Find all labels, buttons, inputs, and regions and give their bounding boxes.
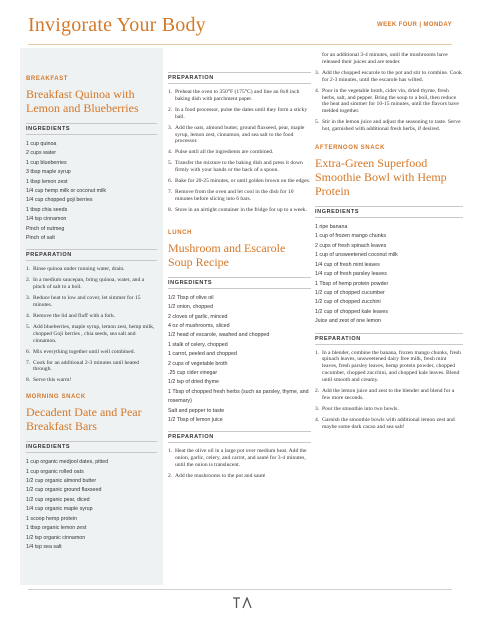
- step-item: 6. Mix everything together until well combined.: [26, 348, 135, 355]
- ingredient-item: 1/4 tsp cinnamon: [26, 216, 67, 223]
- ingredient-item: 1 cup of frozen mango chunks: [315, 233, 386, 240]
- preparation-heading: PREPARATION: [26, 249, 157, 261]
- ingredient-item: Pinch of salt: [26, 235, 55, 242]
- week-label: WEEK FOUR | MONDAY: [377, 22, 452, 28]
- header-divider: [28, 44, 452, 45]
- step-item: 3. Add the chopped escarole to the pot and stir to combine. Cook for 2-3 minutes, until the escarole has wilted.: [315, 69, 462, 83]
- ingredient-item: 1 Tbsp of hemp protein powder: [315, 280, 389, 287]
- ingredient-item: 1 stalk of celery, chopped: [168, 341, 228, 348]
- ingredient-item: 2 cups of fresh spinach leaves: [315, 242, 387, 249]
- column-middle: [168, 48, 311, 484]
- step-item: 8. Serve this warm!: [26, 377, 72, 384]
- ingredient-item: 1 cup of unsweetened coconut milk: [315, 252, 398, 259]
- step-item: 6. Bake for 20-25 minutes, or until golden brown on the edges.: [168, 178, 311, 185]
- step-item: 4. Garnish the smoothie bowls with additional lemon zest and maybe some dark cacao and sea salt!: [315, 416, 455, 430]
- step-item: 7. Cook for an additional 2-3 minutes until heated through.: [26, 359, 140, 373]
- recipe-title-morning-snack: Decadent Date and Pear Breakfast Bars: [26, 405, 142, 434]
- ingredient-list-lunch: [168, 294, 311, 426]
- column-right: [315, 48, 463, 435]
- ingredient-item: Pinch of nutmeg: [26, 225, 65, 232]
- section-tag-lunch: LUNCH: [168, 229, 192, 236]
- step-item: 4. Pour in the vegetable broth, cider vin, dried thyme, fresh herbs, salt, and pepper. Bring the soup to a boil, then reduce the heat and simmer for 10-15 minutes, until the flavors have melded together.: [315, 87, 459, 115]
- ingredients-heading: INGREDIENTS: [315, 206, 463, 218]
- step-item: 1. Heat the olive oil in a large pot over medium heat. Add the onion, garlic, celery, and carrot, and sauté for 3-4 minutes, until the onion is translucent.: [168, 448, 307, 469]
- ingredient-item: 1 tbsp organic lemon zest: [26, 525, 87, 532]
- section-tag-afternoon-snack: AFTERNOON SNACK: [315, 145, 385, 152]
- step-list-lunch: [168, 448, 311, 480]
- recipe-title-afternoon-snack: Extra-Green Superfood Smoothie Bowl with Hemp Protein: [315, 156, 447, 199]
- step-item: 2. Add the mushrooms to the pot and sauté: [168, 473, 266, 480]
- step-item: 4. Remove the lid and fluff with a fork.: [26, 313, 116, 319]
- step-item: 1. Rinse quinoa under running water, drain.: [26, 266, 125, 273]
- step-item: 5. Transfer the mixture to the baking dish and press it down firmly with your hands or the back of a spoon.: [168, 160, 303, 174]
- preparation-heading: PREPARATION: [315, 333, 463, 345]
- ingredient-item: 1/4 cup hemp milk or coconut milk: [26, 188, 107, 195]
- ingredient-item: 1/2 Tbsp of olive oil: [168, 294, 214, 301]
- step-item: 3. Reduce heat to low and cover, let simmer for 15 minutes.: [26, 295, 141, 309]
- step-item: 4. Pulse until all the ingredients are combined.: [168, 149, 274, 156]
- recipe-title-breakfast: Breakfast Quinoa with Lemon and Blueberries: [26, 87, 139, 115]
- ingredient-item: 2 cups of vegetable broth: [168, 360, 228, 367]
- ingredient-item: 1 tbsp lemon zest: [26, 178, 68, 185]
- step-item: 1. In a blender, combine the banana, frozen mango chunks, fresh spinach leaves, unsweetened dairy free milk, fresh mint leaves, fresh parsley leaves, hemp protein powder, chopped cucumber, chopped zucchini, and chopped kale leaves. Blend until smooth and creamy.: [315, 349, 461, 384]
- recipe-title-lunch: Mushroom and Escarole Soup Recipe: [168, 240, 286, 269]
- ingredient-item: 1/2 head of escarole, washed and chopped: [168, 332, 270, 339]
- page-title: Invigorate Your Body: [28, 14, 206, 36]
- ingredient-item: 2 cups water: [26, 150, 57, 157]
- section-tag-breakfast: BREAKFAST: [26, 76, 69, 82]
- ingredient-item: 1/4 cup of fresh parsley leaves: [315, 271, 387, 278]
- section-tag-morning-snack: MORNING SNACK: [26, 394, 86, 401]
- ingredient-item: 1/4 tsp sea salt: [26, 543, 62, 550]
- ingredient-item: 1/2 tsp organic cinnamon: [26, 534, 86, 541]
- ingredients-heading: INGREDIENTS: [26, 441, 157, 453]
- ingredient-item: 1/2 cup of chopped kale leaves: [315, 308, 389, 315]
- ingredient-item: 1/2 cup of chopped cucumber: [315, 289, 385, 296]
- ingredients-heading: INGREDIENTS: [26, 123, 157, 135]
- step-item: 7. Remove from the oven and let cool in the dish for 10 minutes before slicing into 6 bars.: [168, 188, 294, 202]
- ingredient-item: .25 cup cider vinegar: [168, 369, 218, 376]
- step-item: 2. Add the lemon juice and zest to the blender and blend for a few more seconds.: [315, 388, 455, 401]
- ingredient-item: 1 cup quinoa: [26, 141, 57, 147]
- step-list-breakfast: [26, 266, 157, 384]
- ingredient-item: 1/2 cup organic pear, diced: [26, 496, 90, 503]
- ingredient-item: 4 oz of mushrooms, sliced: [168, 322, 230, 329]
- ingredient-item: 3 tbsp maple syrup: [26, 169, 71, 176]
- ingredient-item: 1/4 cup chopped goji berries: [26, 197, 93, 204]
- ingredient-list-morning-snack: [26, 458, 157, 552]
- ingredient-item: 1 cup blueberries: [26, 159, 67, 166]
- ingredient-item: 1 cup organic rolled oats: [26, 468, 84, 475]
- ta-monogram-icon: [232, 597, 252, 609]
- step-item: 2. In a medium saucepan, bring quinoa, water, and a pinch of salt to a boil.: [26, 277, 145, 291]
- preparation-heading: PREPARATION: [168, 431, 311, 443]
- ingredient-item: 1 ripe banana: [315, 224, 348, 231]
- ingredient-item: 1/2 cup organic almond butter: [26, 478, 97, 485]
- ingredients-heading: INGREDIENTS: [168, 277, 311, 289]
- ingredient-item: 1/4 cup organic maple syrup: [26, 506, 93, 513]
- step-item: 3. Add the oats, almond butter, ground flaxseed, pear, maple syrup, lemon zest, cinnamon, and sea salt to the food processor.: [168, 124, 305, 145]
- step-list-afternoon-snack: [315, 350, 463, 431]
- ingredient-item: 1/2 cup organic ground flaxseed: [26, 487, 102, 494]
- step-item: 8. Store in an airtight container in the fridge for up to a week.: [168, 206, 307, 213]
- ingredient-item: 1 tbsp chia seeds: [26, 206, 68, 213]
- step-item: 1. Preheat the oven to 350°F (175°C) and line an 8x8 inch baking dish with parchment paper.: [168, 89, 300, 102]
- ingredient-list-breakfast: [26, 140, 157, 243]
- ingredient-item: Salt and pepper to taste: [168, 407, 225, 414]
- ingredient-item: 1/2 Tbsp of lemon juice: [168, 416, 223, 423]
- step-item: 5. Add blueberries, maple syrup, lemon zest, hemp milk, chopped Goji berries , chia seeds, sea salt and cinnamon.: [26, 323, 155, 344]
- ingredient-item: 1 Tbsp of chopped fresh herbs (such as parsley, thyme, and rosemary): [168, 388, 309, 405]
- step-item: 3. Pour the smoothie into two bowls.: [315, 405, 399, 412]
- ingredient-item: 1 scoop hemp protein: [26, 515, 77, 522]
- preparation-heading: PREPARATION: [168, 72, 311, 84]
- step-continued-text: for an additional 3-4 minutes, until the mushrooms have released their juices and are tender.: [322, 52, 448, 65]
- ingredient-item: 1/2 tsp of dried thyme: [168, 379, 219, 386]
- step-list-morning-snack: [168, 89, 311, 214]
- footer-divider: [28, 589, 452, 590]
- ingredient-item: 1/4 cup of fresh mint leaves: [315, 261, 380, 268]
- ingredient-item: 1/2 onion, chopped: [168, 304, 214, 311]
- column-breakfast: [20, 48, 163, 585]
- ingredient-list-afternoon-snack: [315, 223, 463, 326]
- ingredient-item: Juice and zest of one lemon: [315, 318, 381, 325]
- step-list-lunch-continued: [315, 70, 463, 133]
- ingredient-item: 2 cloves of garlic, minced: [168, 313, 228, 320]
- ingredient-item: 1 carrot, peeled and chopped: [168, 351, 237, 358]
- step-item: 2. In a food processor, pulse the dates until they form a sticky ball.: [168, 106, 308, 120]
- step-item: 5. Stir in the lemon juice and adjust the seasoning to taste. Serve hot, garnished with additional fresh herbs, if desired.: [315, 119, 461, 133]
- ingredient-item: 1/2 cup of chopped zucchini: [315, 299, 381, 306]
- ingredient-item: 1 cup organic medjool dates, pitted: [26, 459, 109, 466]
